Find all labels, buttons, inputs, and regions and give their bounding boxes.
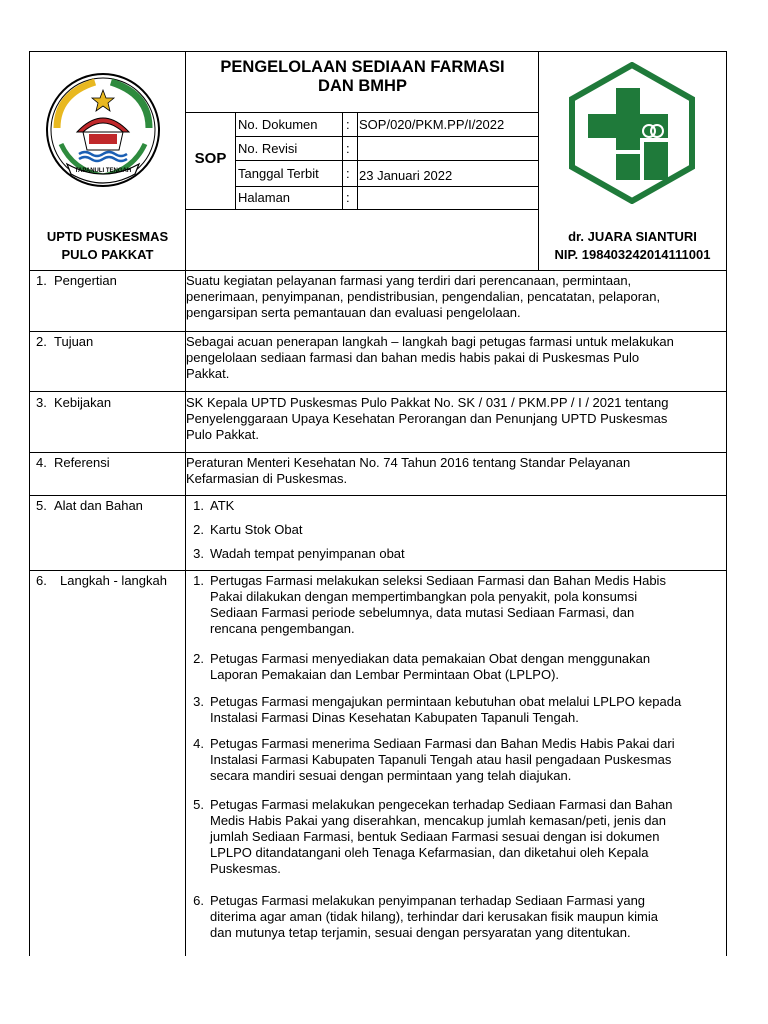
- org-name-line-1: UPTD PUSKESMAS: [46, 229, 169, 244]
- list-item-number: 1.: [193, 498, 204, 513]
- step-line: Sediaan Farmasi periode sebelumnya, data mutasi Sediaan Farmasi, dan: [210, 605, 635, 620]
- list-item-text: ATK: [210, 498, 235, 513]
- content-line: Penyelenggaraan Upaya Kesehatan Perorangan dan Penunjang UPTD Puskesmas: [186, 411, 668, 426]
- section-number: 5.: [36, 498, 47, 513]
- field-label-tanggal-terbit: Tanggal Terbit: [238, 166, 319, 181]
- puskesmas-logo: [568, 62, 696, 204]
- section-label-kebijakan: Kebijakan: [54, 395, 112, 410]
- step-text: [210, 797, 673, 877]
- content-line: Pulo Pakkat.: [186, 427, 259, 442]
- step-line: Petugas Farmasi mengajukan permintaan kebutuhan obat melalui LPLPO kepada: [210, 694, 682, 709]
- list-item-text: Kartu Stok Obat: [210, 522, 303, 537]
- field-sep-no-dokumen: :: [346, 117, 350, 132]
- step-line: Petugas Farmasi melakukan pengecekan terhadap Sediaan Farmasi dan Bahan: [210, 797, 673, 812]
- list-item-number: 3.: [193, 546, 204, 561]
- content-line: Sebagai acuan penerapan langkah – langkah bagi petugas farmasi untuk melakukan: [186, 334, 674, 349]
- step-line: LPLPO ditandatangani oleh Tenaga Kefarmasian, dan diketahui oleh Kepala: [210, 845, 649, 860]
- content-line: Pakkat.: [186, 366, 230, 381]
- signatory-nip: NIP. 198403242014111001: [554, 247, 711, 262]
- step-number: 2.: [193, 651, 204, 666]
- org-name-line-2: PULO PAKKAT: [61, 247, 154, 262]
- step-line: Petugas Farmasi menyediakan data pemakaian Obat dengan menggunakan: [210, 651, 651, 666]
- section-label-langkah: Langkah - langkah: [60, 573, 167, 588]
- field-sep-tanggal-terbit: :: [346, 166, 350, 181]
- step-text: [210, 893, 658, 941]
- puskesmas-cross-icon: [568, 62, 696, 204]
- field-value-no-dokumen: SOP/020/PKM.PP/I/2022: [359, 117, 505, 132]
- step-text: [210, 651, 650, 683]
- section-label-alat: Alat dan Bahan: [54, 498, 143, 513]
- step-text: [210, 736, 675, 784]
- step-line: Laporan Pemakaian dan Lembar Permintaan Obat (LPLPO).: [210, 667, 560, 682]
- section-number: 4.: [36, 455, 47, 470]
- content-line: pengelolaan sediaan farmasi dan bahan medis habis pakai di Puskesmas Pulo: [186, 350, 640, 365]
- step-line: Pertugas Farmasi melakukan seleksi Sediaan Farmasi dan Bahan Medis Habis: [210, 573, 666, 588]
- title-line-1: PENGELOLAAN SEDIAAN FARMASI: [220, 58, 505, 76]
- section-label-tujuan: Tujuan: [54, 334, 94, 349]
- field-label-no-dokumen: No. Dokumen: [238, 117, 318, 132]
- step-number: 5.: [193, 797, 204, 812]
- step-line: Puskesmas.: [210, 861, 281, 876]
- step-text: [210, 694, 681, 726]
- section-number: 6.: [36, 573, 47, 588]
- step-number: 1.: [193, 573, 204, 588]
- org-name: [30, 229, 185, 263]
- step-line: Medis Habis Pakai yang diserahkan, mencakup jumlah kemasan/peti, jenis dan: [210, 813, 666, 828]
- content-line: Peraturan Menteri Kesehatan No. 74 Tahun 2016 tentang Standar Pelayanan: [186, 455, 631, 470]
- section-content-tujuan: [186, 334, 726, 382]
- field-label-no-revisi: No. Revisi: [238, 141, 298, 156]
- title-line-2: DAN BMHP: [318, 77, 407, 95]
- step-line: jumlah Sediaan Farmasi, bentuk Sediaan Farmasi sesuai dengan isi dokumen: [210, 829, 660, 844]
- content-line: penerimaan, penyimpanan, pendistribusian, pengendalian, pencatatan, pelaporan,: [186, 289, 661, 304]
- content-line: Kefarmasian di Puskesmas.: [186, 471, 348, 486]
- step-number: 3.: [193, 694, 204, 709]
- signatory: [539, 229, 726, 263]
- section-number: 2.: [36, 334, 47, 349]
- page-title: [187, 58, 538, 96]
- content-line: Suatu kegiatan pelayanan farmasi yang terdiri dari perencanaan, permintaan,: [186, 273, 632, 288]
- step-line: secara mandiri sesuai dengan permintaan yang telah diajukan.: [210, 768, 572, 783]
- step-line: diterima agar aman (tidak hilang), terhindar dari kerusakan fisik maupun kimia: [210, 909, 658, 924]
- section-number: 3.: [36, 395, 47, 410]
- field-value-tanggal-terbit: 23 Januari 2022: [359, 168, 453, 183]
- sop-label: SOP: [194, 150, 227, 167]
- step-text: [210, 573, 666, 637]
- field-sep-no-revisi: :: [346, 141, 350, 156]
- section-content-referensi: [186, 455, 726, 487]
- step-line: dan mutunya tetap terjamin, sesuai dengan persyaratan yang ditentukan.: [210, 925, 631, 940]
- step-line: Pakai dilakukan dengan mempertimbangkan pola penyakit, pola konsumsi: [210, 589, 638, 604]
- field-sep-halaman: :: [346, 190, 350, 205]
- step-line: Instalasi Farmasi Dinas Kesehatan Kabupaten Tapanuli Tengah.: [210, 710, 579, 725]
- field-label-halaman: Halaman: [238, 190, 291, 205]
- section-number: 1.: [36, 273, 47, 288]
- step-line: Petugas Farmasi menerima Sediaan Farmasi dan Bahan Medis Habis Pakai dari: [210, 736, 675, 751]
- step-number: 6.: [193, 893, 204, 908]
- content-line: pengarsipan serta pemantauan dan evaluasi pengelolaan.: [186, 305, 521, 320]
- section-label-referensi: Referensi: [54, 455, 110, 470]
- emblem-banner-text: TAPANULI TENGAH: [74, 168, 132, 174]
- content-line: SK Kepala UPTD Puskesmas Pulo Pakkat No. SK / 031 / PKM.PP / I / 2021 tentang: [186, 395, 669, 410]
- section-content-pengertian: [186, 273, 726, 321]
- section-label-pengertian: Pengertian: [54, 273, 117, 288]
- step-line: Instalasi Farmasi Kabupaten Tapanuli Tengah atau hasil pengadaan Puskesmas: [210, 752, 672, 767]
- list-item-text: Wadah tempat penyimpanan obat: [210, 546, 405, 561]
- step-number: 4.: [193, 736, 204, 751]
- step-line: rencana pengembangan.: [210, 621, 355, 636]
- signatory-name: dr. JUARA SIANTURI: [568, 229, 697, 244]
- list-item-number: 2.: [193, 522, 204, 537]
- section-content-kebijakan: [186, 395, 726, 443]
- step-line: Petugas Farmasi melakukan penyimpanan terhadap Sediaan Farmasi yang: [210, 893, 646, 908]
- tapanuli-tengah-emblem: [43, 72, 163, 190]
